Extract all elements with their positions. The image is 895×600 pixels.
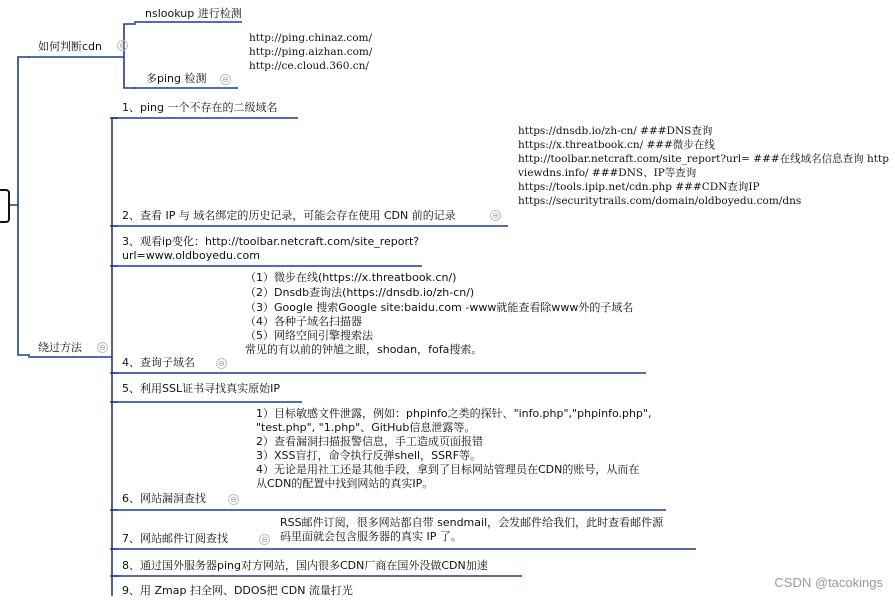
node-item8[interactable]: 8、通过国外服务器ping对方网站，国内很多CDN厂商在国外没做CDN加速 <box>122 559 488 572</box>
collapse-icon[interactable]: ⊖ <box>216 358 227 369</box>
collapse-icon[interactable]: ⊖ <box>490 210 501 221</box>
root-node[interactable] <box>0 189 10 223</box>
item7-note-2: 码里面就会包含服务器的真实 IP 了。 <box>280 530 462 543</box>
item6-note-5: 4）无论是用社工还是其他手段，拿到了目标网站管理员在CDN的账号，从而在 <box>256 463 640 476</box>
watermark: CSDN @tacokings <box>774 575 883 590</box>
item6-note-1: 1）目标敏感文件泄露，例如：phpinfo之类的探针、"info.php","phpinfo.php", <box>256 407 652 420</box>
node-item5[interactable]: 5、利用SSL证书寻找真实原始IP <box>122 382 280 395</box>
item6-note-6: 从CDN的配置中找到网站的真实IP。 <box>256 477 434 490</box>
item4-note-6: 常见的有以前的钟馗之眼，shodan，fofa搜索。 <box>245 343 483 356</box>
ping-site-2: http://ping.aizhan.com/ <box>249 46 373 58</box>
node-item3-line2[interactable]: url=www.oldboyedu.com <box>122 249 260 262</box>
item6-note-4: 3）XSS盲打，命令执行反弹shell，SSRF等。 <box>256 449 482 462</box>
item6-note-3: 2）查看漏洞扫描报警信息，手工造成页面报错 <box>256 435 483 448</box>
ping-site-3: http://ce.cloud.360.cn/ <box>249 60 369 72</box>
node-item9[interactable]: 9、用 Zmap 扫全网、DDOS把 CDN 流量打光 <box>122 584 353 597</box>
item2-note-2: https://x.threatbook.cn/ ###微步在线 <box>518 139 715 151</box>
node-item3-line1[interactable]: 3、观看ip变化：http://toolbar.netcraft.com/site_report? <box>122 235 420 248</box>
node-item4[interactable]: 4、查询子域名 <box>122 356 195 369</box>
item4-note-3: （3）Google 搜索Google site:baidu.com -www就能查看除www外的子域名 <box>245 301 634 314</box>
branch-bypass[interactable]: 绕过方法 <box>38 341 82 354</box>
node-multiping[interactable]: 多ping 检测 <box>146 72 207 85</box>
collapse-icon[interactable]: ⊖ <box>97 342 108 353</box>
collapse-icon[interactable]: ⊖ <box>259 534 270 545</box>
connector-bypass <box>18 205 30 355</box>
item2-note-3: http://toolbar.netcraft.com/site_report?url= ###在线域名信息查询 http <box>518 153 889 165</box>
item2-note-1: https://dnsdb.io/zh-cn/ ###DNS查询 <box>518 125 713 137</box>
node-item1[interactable]: 1、ping 一个不存在的二级域名 <box>122 101 278 114</box>
collapse-icon[interactable]: ⊖ <box>228 494 239 505</box>
node-item6[interactable]: 6、网站漏洞查找 <box>122 492 206 505</box>
ping-site-1: http://ping.chinaz.com/ <box>249 32 373 44</box>
item4-note-4: （4）各种子域名扫描器 <box>245 315 362 328</box>
node-item7[interactable]: 7、网站邮件订阅查找 <box>122 532 228 545</box>
item2-note-6: https://securitytrails.com/domain/oldboyedu.com/dns <box>518 195 802 207</box>
connector-judge <box>8 57 30 205</box>
node-nslookup[interactable]: nslookup 进行检测 <box>145 7 242 20</box>
collapse-icon[interactable]: ⊖ <box>117 40 128 51</box>
item4-note-1: （1）微步在线(https://x.threatbook.cn/) <box>245 271 457 284</box>
item4-note-5: （5）网络空间引擎搜索法 <box>245 329 373 342</box>
connector-multiping <box>124 57 136 88</box>
item2-note-5: https://tools.ipip.net/cdn.php ###CDN查询IP <box>518 181 760 193</box>
branch-judge-cdn[interactable]: 如何判断cdn <box>38 40 103 53</box>
item7-note-1: RSS邮件订阅，很多网站都自带 sendmail，会发邮件给我们，此时查看邮件源 <box>280 516 664 529</box>
connector-bypass-spine <box>110 118 118 357</box>
collapse-icon[interactable]: ⊖ <box>220 74 231 85</box>
item2-note-4: viewdns.info/ ###DNS、IP等查询 <box>518 167 697 179</box>
item6-note-2: "test.php", "1.php"、GitHub信息泄露等。 <box>256 421 476 434</box>
node-item2[interactable]: 2、查看 IP 与 域名绑定的历史记录，可能会存在使用 CDN 前的记录 <box>122 209 456 222</box>
item4-note-2: （2）Dnsdb查询法(https://dnsdb.io/zh-cn/) <box>245 286 475 299</box>
